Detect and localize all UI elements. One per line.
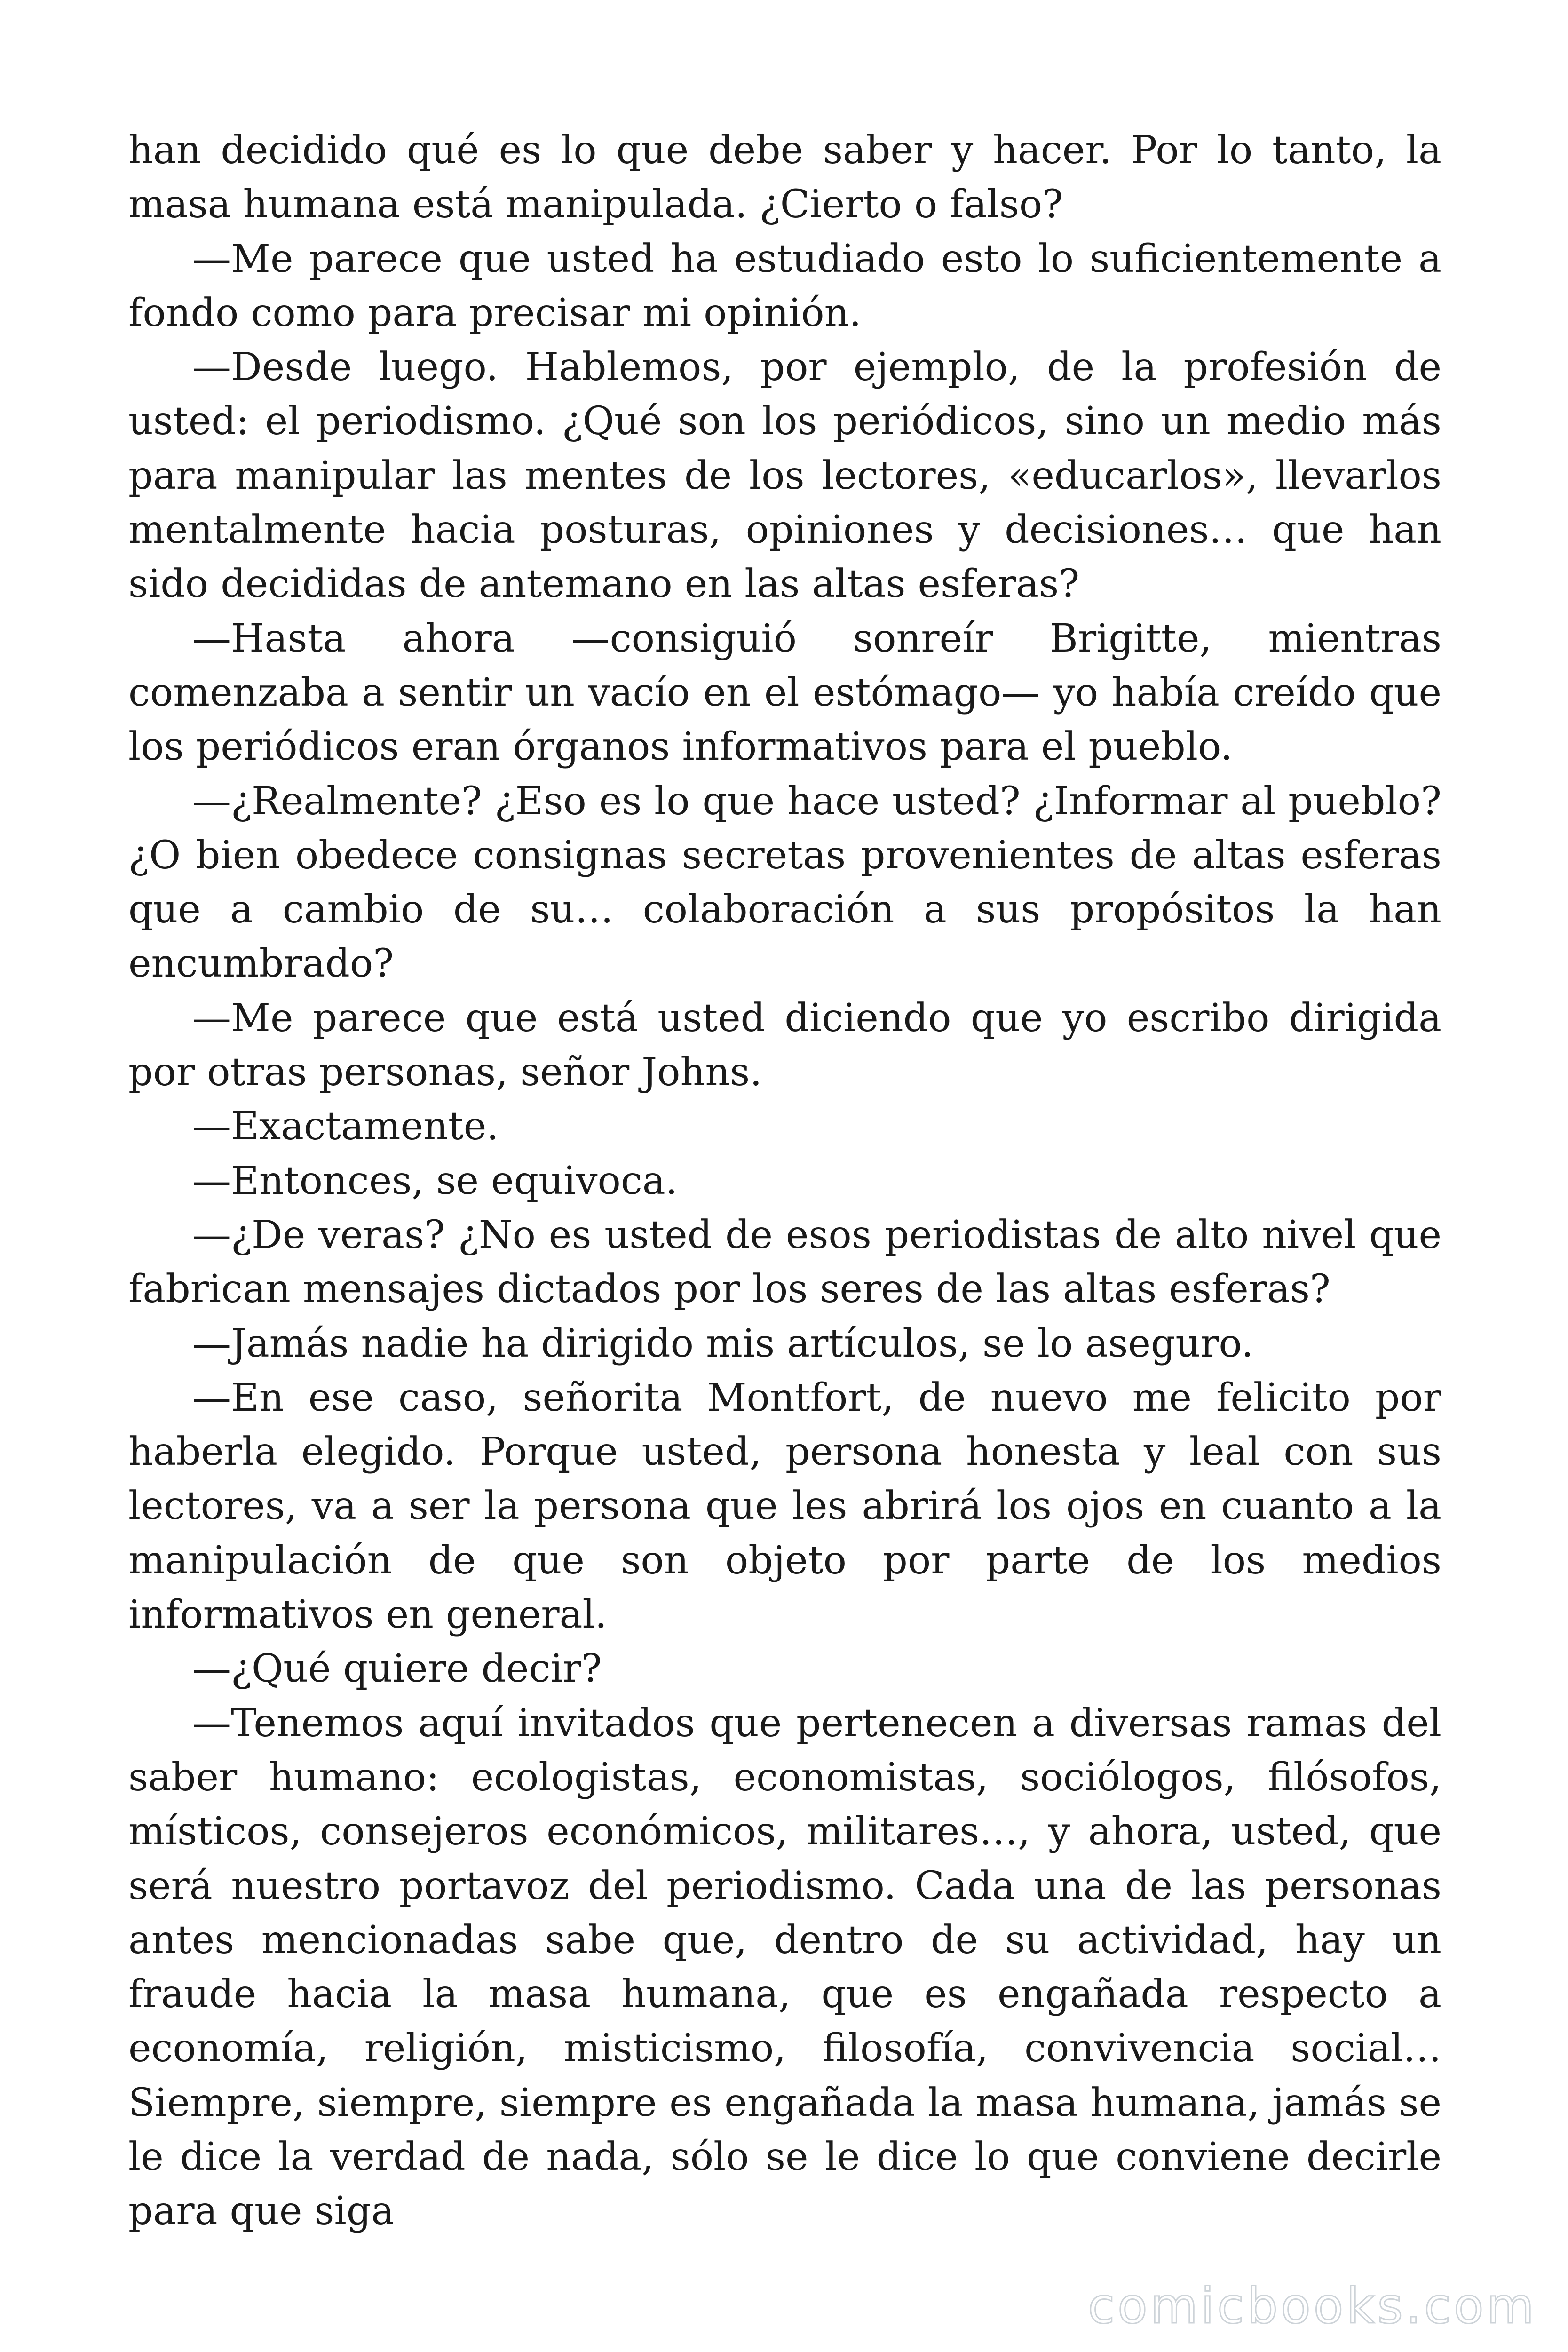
watermark-logo: comicbooks.com <box>1087 2277 1537 2335</box>
paragraph-10: —Jamás nadie ha dirigido mis artículos, se lo aseguro. <box>192 1321 1254 1366</box>
paragraph-1: han decidido qué es lo que debe saber y hacer. Por lo tanto, la masa humana está manipulada. ¿Cierto o falso? <box>128 128 1441 227</box>
paragraph-2: —Me parece que usted ha estudiado esto lo suficientemente a fondo como para precisar mi opinión. <box>128 236 1441 335</box>
paragraph-4: —Hasta ahora —consiguió sonreír Brigitte, mientras comenzaba a sentir un vacío en el estómago— yo había creído que los periódicos eran órganos informativos para el pueblo. <box>128 616 1441 770</box>
paragraph-3: —Desde luego. Hablemos, por ejemplo, de la profesión de usted: el periodismo. ¿Qué son los periódicos, sino un medio más para manipular las mentes de los lectores, «educarlos», llevarlos mentalmente hacia posturas, opiniones y decisiones… que han sido decididas de antemano en las altas esferas? <box>128 345 1441 607</box>
paragraph-9: —¿De veras? ¿No es usted de esos periodistas de alto nivel que fabrican mensajes dictados por los seres de las altas esferas? <box>128 1212 1441 1312</box>
paragraph-6: —Me parece que está usted diciendo que yo escribo dirigida por otras personas, señor Johns. <box>128 995 1441 1095</box>
paragraph-8: —Entonces, se equivoca. <box>192 1158 678 1203</box>
page-body <box>128 123 1441 2239</box>
paragraph-7: —Exactamente. <box>192 1104 499 1149</box>
paragraph-5: —¿Realmente? ¿Eso es lo que hace usted? ¿Informar al pueblo? ¿O bien obedece consignas secretas provenientes de altas esferas que a cambio de su… colaboración a sus propósitos la han encumbrado? <box>128 779 1441 986</box>
paragraph-13: —Tenemos aquí invitados que pertenecen a diversas ramas del saber humano: ecologistas, economistas, sociólogos, filósofos, místicos, consejeros económicos, militares…, y ahora, usted, que será nuestro portavoz del periodismo. Cada una de las personas antes mencionadas sabe que, dentro de su actividad, hay un fraude hacia la masa humana, que es engañada respecto a economía, religión, misticismo, filosofía, convivencia social… Siempre, siempre, siempre es engañada la masa humana, jamás se le dice la verdad de nada, sólo se le dice lo que conviene decirle para que siga <box>128 1700 1441 2234</box>
paragraph-11: —En ese caso, señorita Montfort, de nuevo me felicito por haberla elegido. Porque usted, persona honesta y leal con sus lectores, va a ser la persona que les abrirá los ojos en cuanto a la manipulación de que son objeto por parte de los medios informativos en general. <box>128 1375 1441 1637</box>
paragraph-12: —¿Qué quiere decir? <box>192 1646 602 1692</box>
